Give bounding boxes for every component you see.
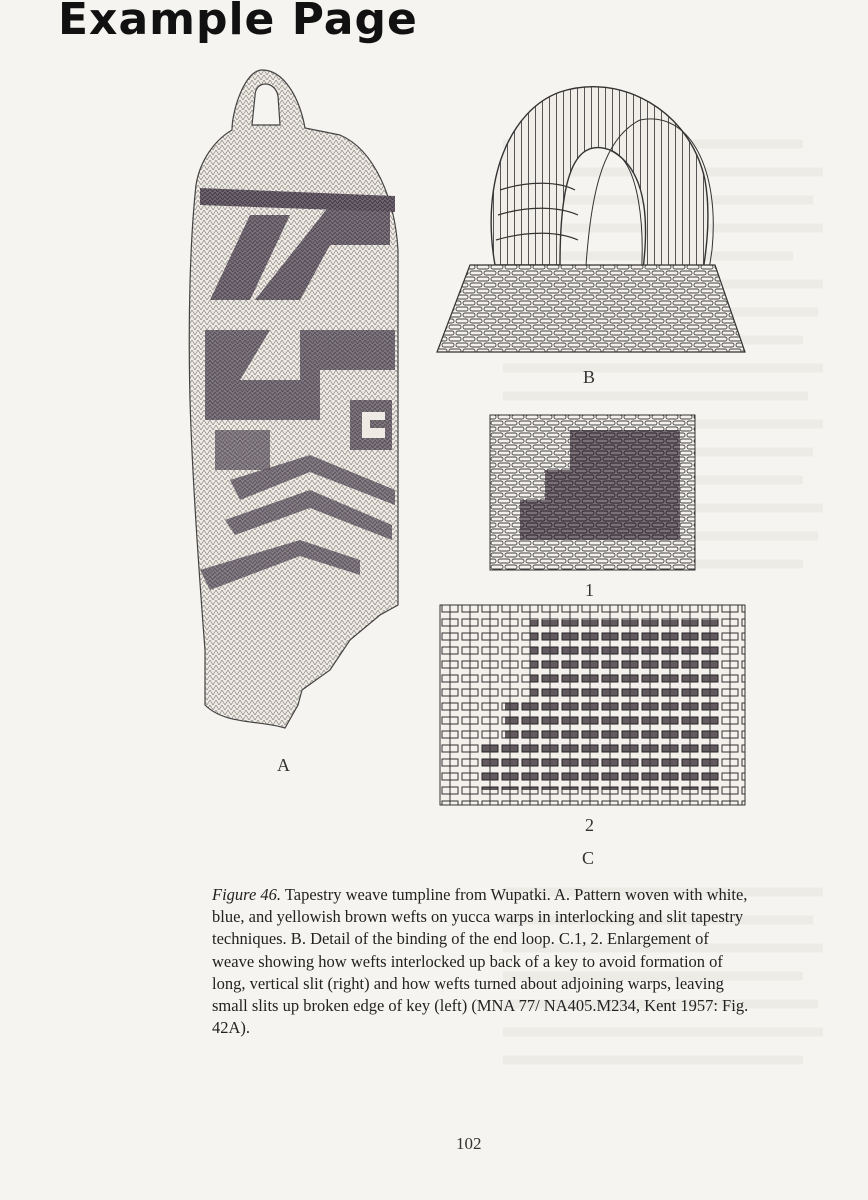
- tumpline-drawing-a: [189, 70, 398, 728]
- end-loop-drawing-b: [437, 87, 745, 352]
- page-banner-title: Example Page: [58, 0, 418, 45]
- page-number: 102: [456, 1134, 482, 1153]
- figure-caption-text: Tapestry weave tumpline from Wupatki. A. Pattern woven with white, blue, and yellowish brown wefts on yucca warps in interlocking and slit tapestry techniques. B. Detail of the binding of the end loop. C.1, 2. Enlargement of weave showing how wefts interlocked up back of a key to avoid formation of long, vertical slit (right) and how wefts turned about adjoining warps, leaving small slits up broken edge of key (left) (MNA 77/ NA405.M234, Kent 1957: Fig. 42A).: [212, 885, 749, 1038]
- figure-label-1: 1: [585, 580, 594, 600]
- figure-caption: [212, 884, 752, 1039]
- figure-caption-label: Figure 46.: [212, 885, 282, 904]
- figure-label-2: 2: [585, 815, 594, 835]
- figure-label-b: B: [583, 367, 596, 387]
- figure-label-a: A: [277, 755, 290, 775]
- weave-enlargement-c2: [440, 605, 745, 805]
- figure-label-c: C: [582, 848, 595, 868]
- weave-enlargement-c1: [490, 415, 695, 570]
